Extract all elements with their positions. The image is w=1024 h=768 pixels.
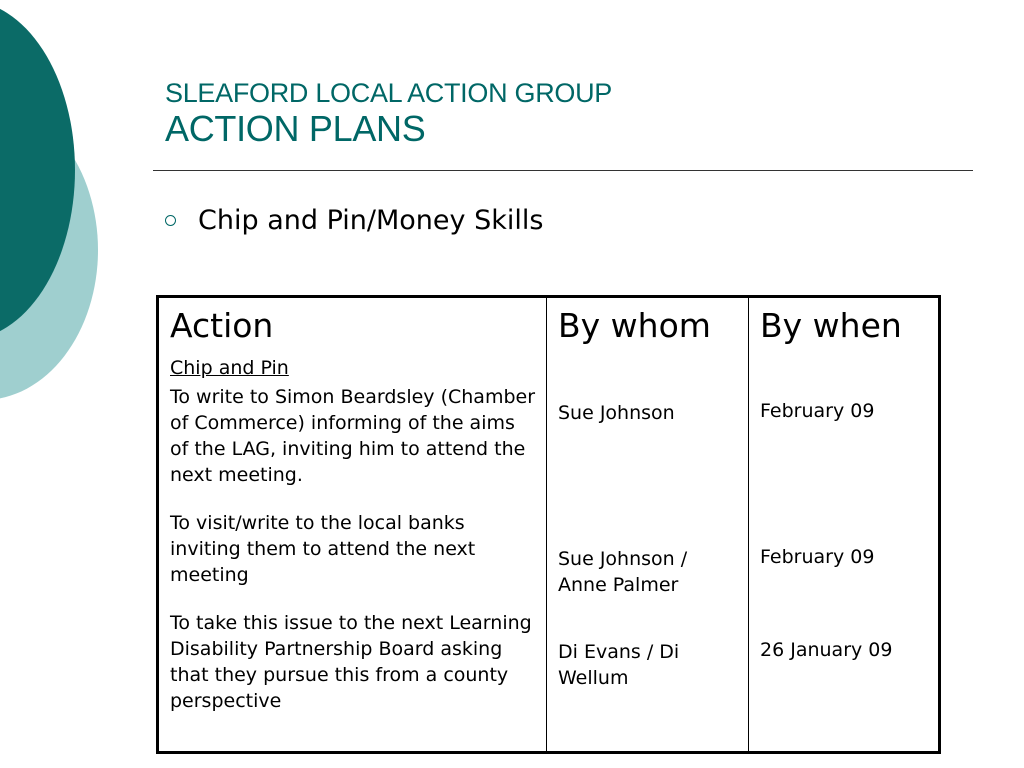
slide-title (165, 78, 612, 150)
table-row (158, 297, 940, 753)
header-by-when: By when (760, 306, 902, 345)
action-item-1: To write to Simon Beardsley (Chamber of Commerce) informing of the aims of the LAG, inviting him to attend the next meeting. (170, 386, 536, 486)
when-item-2: February 09 (760, 546, 875, 568)
whom-item-1: Sue Johnson (558, 402, 675, 424)
header-action: Action (170, 306, 274, 345)
bullet-text: Chip and Pin/Money Skills (198, 205, 544, 236)
bullet-point (165, 205, 543, 236)
title-divider (153, 170, 973, 171)
section-label: Chip and Pin (170, 357, 289, 379)
whom-column (547, 297, 749, 753)
action-item-3: To take this issue to the next Learning Disability Partnership Board asking that they pursue this from a county perspective (170, 612, 532, 712)
whom-item-3: Di Evans / Di Wellum (558, 641, 680, 689)
title-line-1: SLEAFORD LOCAL ACTION GROUP (165, 78, 612, 108)
whom-item-2: Sue Johnson / Anne Palmer (558, 548, 688, 596)
action-column (158, 297, 547, 753)
when-item-1: February 09 (760, 400, 875, 422)
action-plan-table (156, 295, 941, 754)
when-column (749, 297, 940, 753)
header-by-whom: By whom (558, 306, 711, 345)
circle-bullet-icon (165, 215, 176, 226)
when-item-3: 26 January 09 (760, 639, 893, 661)
title-line-2: ACTION PLANS (165, 108, 426, 149)
action-item-2: To visit/write to the local banks inviting them to attend the next meeting (170, 512, 476, 586)
